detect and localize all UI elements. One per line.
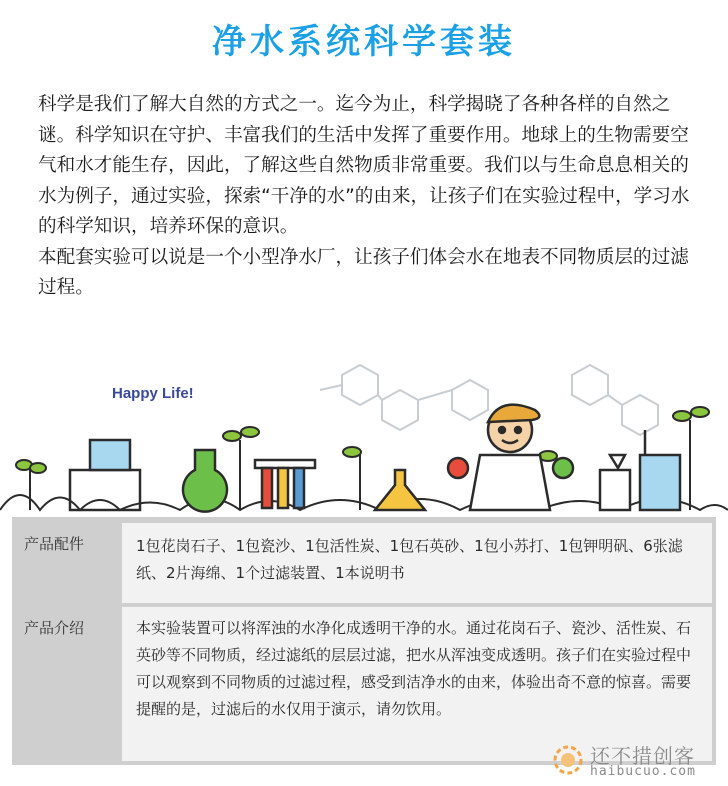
- watermark-url: haibucuo.com: [590, 764, 696, 779]
- happy-life-caption: Happy Life!: [112, 385, 194, 402]
- product-info-table: [12, 517, 716, 765]
- accessories-value: 1包花岗石子、1包瓷沙、1包活性炭、1包石英砂、1包小苏打、1包钾明矾、6张滤纸、2片海绵、1个过滤装置、1本说明书: [122, 523, 712, 603]
- table-row: [12, 523, 716, 603]
- lab-stand-icon: [70, 440, 140, 510]
- intro-paragraph-2: 本配套实验可以说是一个小型净水厂，让孩子们体会水在地表不同物质层的过滤过程。: [38, 246, 689, 298]
- description-label: 产品介绍: [24, 619, 85, 637]
- intro-paragraph-1: 科学是我们了解大自然的方式之一。迄今为止，科学揭晓了各种各样的自然之谜。科学知识在守护、丰富我们的生活中发挥了重要作用。地球上的生物需要空气和水才能生存，因此，了解这些自然物质非常重要。我们以与生命息息相关的水为例子，通过实验，探索“干净的水”的由来，让孩子们在实验过程中，学习水的科学知识，培养环保的意识。: [38, 94, 690, 237]
- accessories-label: 产品配件: [24, 535, 85, 553]
- watermark-gear-icon: [550, 742, 586, 778]
- description-value: 本实验装置可以将浑浊的水净化成透明干净的水。通过花岗石子、瓷沙、活性炭、石英砂等不同物质，经过滤纸的层层过滤，把水从浑浊变成透明。孩子们在实验过程中可以观察到不同物质的过滤过程，感受到洁净水的由来，体验出奇不意的惊喜。需要提醒的是，过滤后的水仅用于演示，请勿饮用。: [122, 607, 712, 761]
- beaker-set-icon: [600, 430, 680, 510]
- intro-text: [38, 90, 704, 358]
- watermark: [550, 740, 720, 784]
- page-title: 净水系统科学套装: [212, 22, 516, 62]
- conical-flask-icon: [375, 470, 425, 510]
- table-row: [12, 607, 716, 761]
- watermark-name: 还不措创客: [590, 744, 695, 768]
- round-flask-icon: [183, 450, 227, 512]
- science-lab-illustration: [0, 360, 728, 518]
- test-tubes-icon: [255, 460, 315, 508]
